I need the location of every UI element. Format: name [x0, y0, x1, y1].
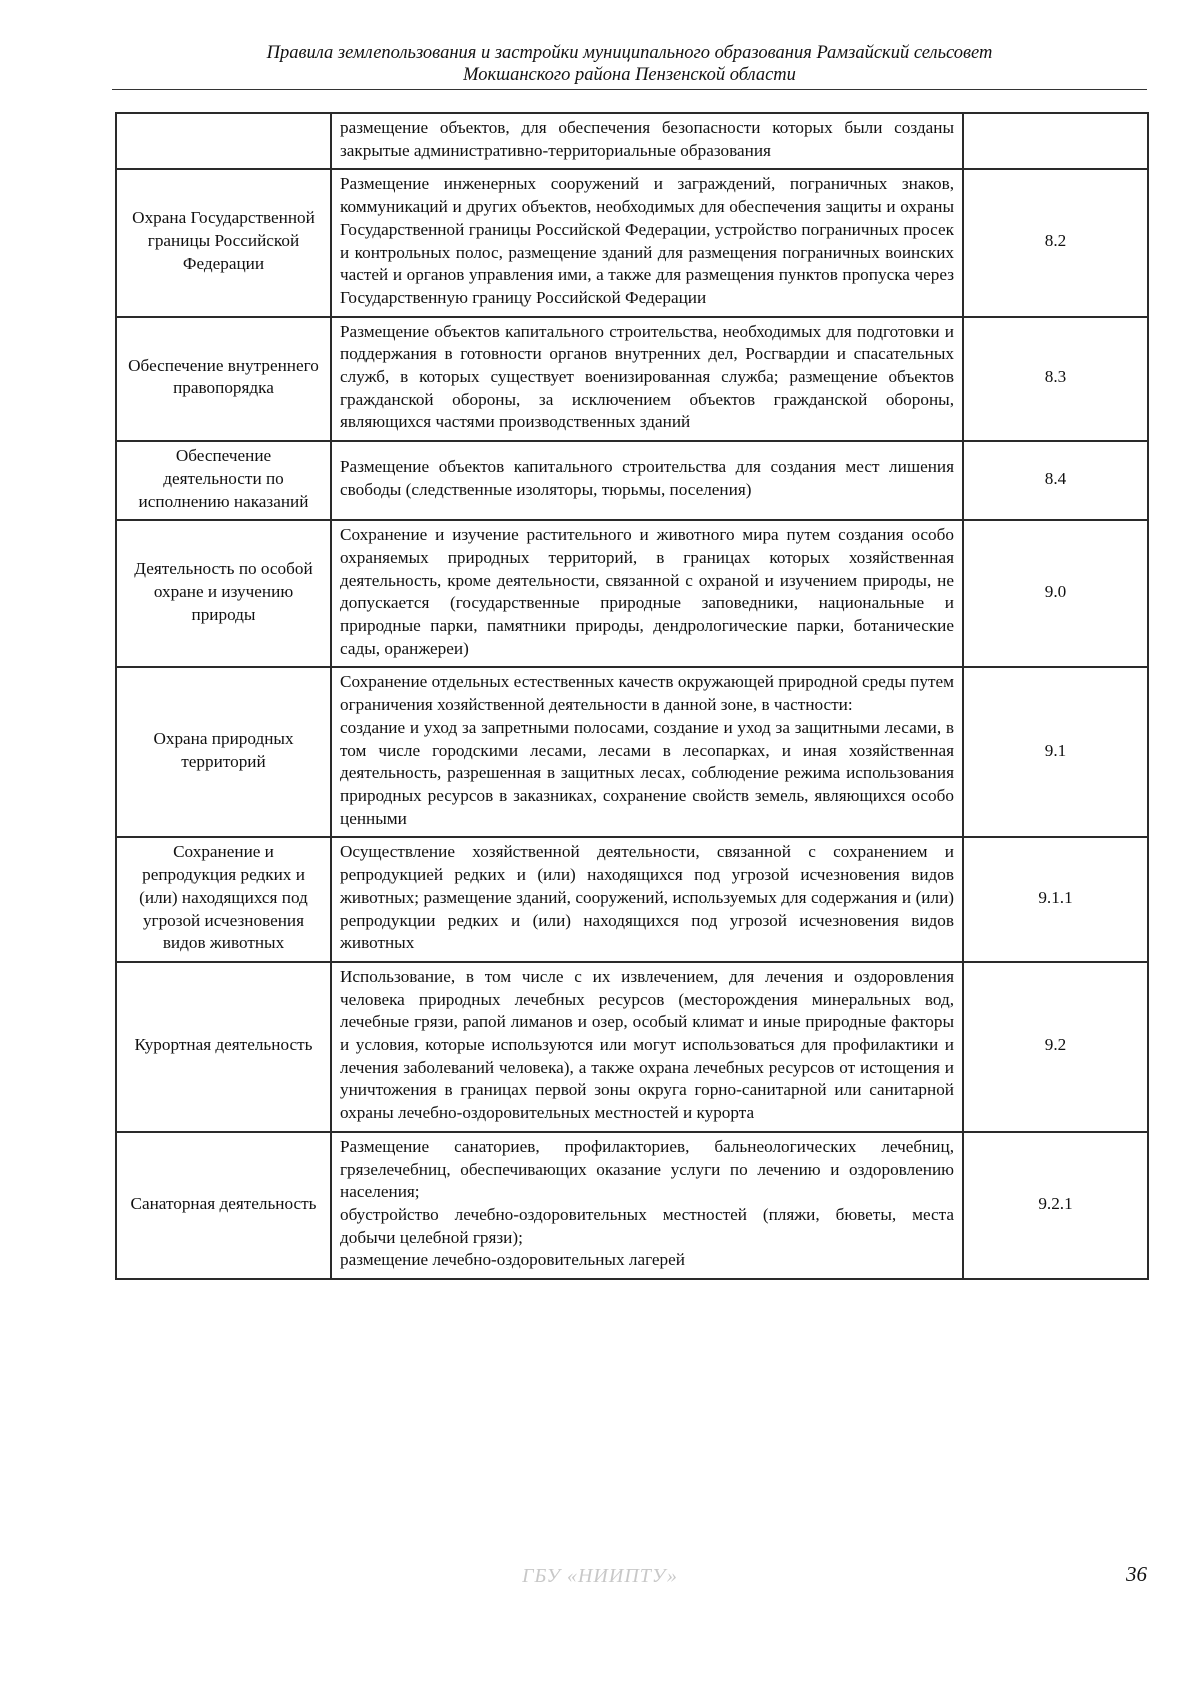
description-paragraph: Сохранение и изучение растительного и животного мира путем создания особо охраняемых природных территорий, в границах которых хозяйственная деятельность, кроме деятельности, связанной с охраной и изучением природы, не допускается (государственные природные заповедники, национальные и природные парки, памятники природы, дендрологические парки, ботанические сады, оранжереи) [340, 525, 954, 658]
description-paragraph: Осуществление хозяйственной деятельности, связанной с сохранением и репродукцией редких и (или) находящихся под угрозой исчезновения видов животных; размещение зданий, сооружений, используемых для содержания и (или) репродукции редких и (или) находящихся под угрозой исчезновения видов животных [340, 842, 954, 953]
row-code-cell [963, 113, 1148, 169]
row-name-cell: Обеспечение деятельности по исполнению наказаний [116, 441, 331, 520]
table-row [116, 962, 1148, 1132]
description-paragraph: Размещение инженерных сооружений и заграждений, пограничных знаков, коммуникаций и других объектов, необходимых для обеспечения защиты и охраны Государственной границы Российской Федерации, устройство пограничных просек и контрольных полос, размещение зданий для размещения пограничных воинских частей и органов управления ими, а также для размещения пунктов пропуска через Государственную границу Российской Федерации [340, 174, 954, 307]
row-name-cell: Деятельность по особой охране и изучению природы [116, 520, 331, 667]
description-paragraph: Размещение объектов капитального строительства, необходимых для подготовки и поддержания в готовности органов внутренних дел, Росгвардии и спасательных служб, в которых существует военизированная служба; размещение объектов гражданской обороны, за исключением объектов гражданской обороны, являющихся частями производственных зданий [340, 321, 954, 432]
description-paragraph: обустройство лечебно-оздоровительных местностей (пляжи, бюветы, места добычи целебной грязи); [340, 1204, 954, 1247]
row-code-cell: 9.1.1 [963, 837, 1148, 962]
land-use-table [115, 112, 1149, 1280]
row-name-cell [116, 113, 331, 169]
row-description-cell [331, 113, 963, 169]
row-code-cell: 9.2 [963, 962, 1148, 1132]
row-description-cell [331, 317, 963, 442]
description-paragraph: Размещение санаториев, профилакториев, бальнеологических лечебниц, грязелечебниц, обеспечивающих оказание услуги по лечению и оздоровлению населения; [340, 1136, 954, 1202]
row-description-cell [331, 1132, 963, 1279]
footer-org: ГБУ «НИИПТУ» [522, 1565, 678, 1587]
page-header [112, 42, 1147, 86]
row-code-cell: 9.2.1 [963, 1132, 1148, 1279]
header-divider [112, 89, 1147, 90]
description-paragraph: размещение объектов, для обеспечения безопасности которых были созданы закрытые административно-территориальные образования [340, 118, 954, 160]
description-paragraph: Сохранение отдельных естественных качеств окружающей природной среды путем ограничения хозяйственной деятельности в данной зоне, в частности: [340, 672, 954, 715]
row-description-cell [331, 441, 963, 520]
row-name-cell: Сохранение и репродукция редких и (или) находящихся под угрозой исчезновения видов животных [116, 837, 331, 962]
row-description-cell [331, 667, 963, 837]
row-description-cell [331, 837, 963, 962]
row-code-cell: 8.3 [963, 317, 1148, 442]
table-row [116, 317, 1148, 442]
table-row [116, 1132, 1148, 1279]
header-line-1: Правила землепользования и застройки муниципального образования Рамзайский сельсовет [266, 43, 993, 63]
table-body [116, 113, 1148, 1279]
row-name-cell: Охрана Государственной границы Российской Федерации [116, 169, 331, 316]
row-name-cell: Курортная деятельность [116, 962, 331, 1132]
table-row [116, 441, 1148, 520]
row-code-cell: 9.0 [963, 520, 1148, 667]
row-code-cell: 8.2 [963, 169, 1148, 316]
row-description-cell [331, 169, 963, 316]
page-number: 36 [1126, 1562, 1147, 1586]
table-row [116, 113, 1148, 169]
description-paragraph: Использование, в том числе с их извлечением, для лечения и оздоровления человека природных лечебных ресурсов (месторождения минеральных вод, лечебные грязи, рапой лиманов и озер, особый климат и иные природные факторы и условия, которые используются или могут использоваться для профилактики и лечения заболеваний человека), а также охрана лечебных ресурсов от истощения и уничтожения в границах первой зоны округа горно-санитарной или санитарной охраны лечебно-оздоровительных местностей и курорта [340, 966, 954, 1123]
header-line-2: Мокшанского района Пензенской области [463, 65, 796, 85]
table-row [116, 837, 1148, 962]
table-row [116, 520, 1148, 667]
row-description-cell [331, 520, 963, 667]
row-name-cell: Обеспечение внутреннего правопорядка [116, 317, 331, 442]
table-row [116, 169, 1148, 316]
row-name-cell: Охрана природных территорий [116, 667, 331, 837]
table-row [116, 667, 1148, 837]
description-paragraph: создание и уход за запретными полосами, создание и уход за защитными лесами, в том числе городскими лесами, лесами в лесопарках, и иная хозяйственная деятельность, разрешенная в защитных лесах, соблюдение режима использования природных ресурсов в заказниках, сохранение свойств земель, являющихся особо ценными [340, 717, 954, 828]
row-description-cell [331, 962, 963, 1132]
row-name-cell: Санаторная деятельность [116, 1132, 331, 1279]
description-paragraph: размещение лечебно-оздоровительных лагерей [340, 1250, 685, 1270]
row-code-cell: 8.4 [963, 441, 1148, 520]
row-code-cell: 9.1 [963, 667, 1148, 837]
description-paragraph: Размещение объектов капитального строительства для создания мест лишения свободы (следственные изоляторы, тюрьмы, поселения) [340, 457, 954, 500]
